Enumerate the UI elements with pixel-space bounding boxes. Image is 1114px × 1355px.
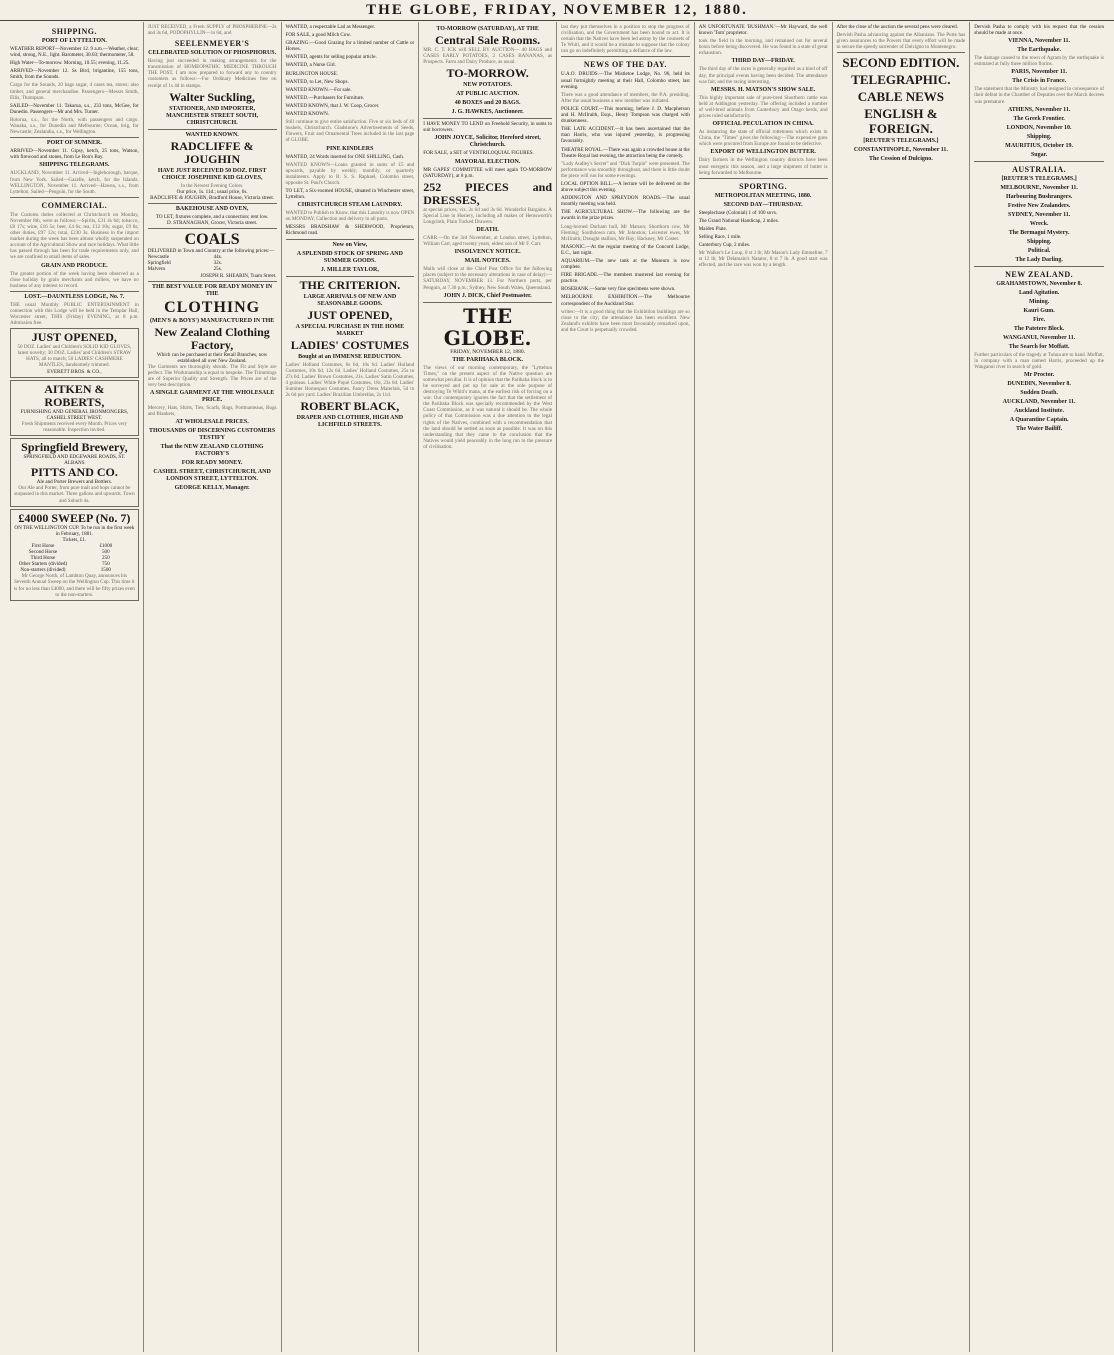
telegraphic: TELEGRAPHIC. [851, 72, 951, 88]
wanted-item: WANTED KNOWN. [285, 111, 330, 118]
robert-black-sub: DRAPER AND CLOTHIER, HIGH AND LICHFIELD STREETS. [296, 415, 404, 429]
pitts-title: PITTS AND CO. [30, 465, 118, 480]
third-day: THIRD DAY—FRIDAY. [731, 58, 795, 65]
race: Canterbury Cup, 2 miles. [698, 242, 751, 249]
tomorrow2: TO-MORROW. [446, 66, 529, 81]
parihaka: THE PARIHAKA BLOCK. [452, 356, 523, 363]
pieces-text: at special prices, viz. 2s 6d and 3s 6d. Wonderful Bargains. A Special Line in Hosiery, including all makes of Hemsworth's Longcloth, Plain Tucked Drawers. [423, 206, 552, 225]
prize-row: Third Horse 250 [30, 555, 110, 562]
melbourne: MELBOURNE, November 11. [1000, 184, 1078, 191]
radcliffe-title: RADCLIFFE & JOUGHIN [170, 138, 254, 166]
news-filler: "Lady Audley's Secret" and "Dick Turpin" were presented. The performance was smoothly throughout, and there is little doubt the piece will run for some evenings. [561, 160, 690, 179]
unfortunate: AN UNFORTUNATE 'BUSHMAN.'—Mr Hayward, the well known 'Tom' proprietor. [698, 24, 828, 37]
grain-text: The greater portion of the week having been observed as a close holiday by grain merchants and millers, we have no business of any interest to record. [10, 270, 139, 289]
phosphorus-intro: JUST RECEIVED, a Fresh SUPPLY of PHOSPHERINE—2s and 3s 6d, PODOPHYLLIN—1s 6d, and [147, 24, 277, 37]
paris: PARIS, November 11. [1011, 69, 1068, 76]
mauritius: MAURITIUS, October 19. [1005, 142, 1074, 149]
laundry-text: WANTED to Publish to Know, that this Laundry is now OPEN on MONDAY, Collection and delivery in all parts. [285, 210, 415, 223]
best-value: THE BEST VALUE FOR READY MONEY IN THE [152, 283, 273, 297]
news-filler: Long-horned Durham bull, Mr Matson; Shorthorn cow, Mr Fleming; Southdown ram, Mr Johnston; Leicester ewes, Mr McIlraith; Draught stallion, Mr Hay; Hackney, Mr Coster. [561, 223, 690, 242]
divider [974, 161, 1104, 162]
fire: Fire. [1033, 316, 1046, 323]
peculation-text: As instancing the state of official rottenness which exists in China, the "Times" gives the following:—The expensive guns which were procured from Europe are found to be defective. [698, 129, 828, 148]
news-item: AQUARIUM.—The new tank at the Museum is now complete. [561, 258, 690, 271]
news-item: U.A.O. DRUIDS.—The Mistletoe Lodge, No. 96, held its usual fortnightly meeting at their Hall, Colombo street, last evening. [561, 71, 690, 90]
clothing-list: Mercery, Hats, Shirts, Ties, Scarfs, Bags, Portmanteaus, Rugs and Blankets, [147, 405, 277, 418]
news-item: MELBOURNE EXHIBITION.—The Melbourne correspondent of the Auckland Star. [561, 294, 690, 307]
wanted-heading: WANTED KNOWN. [185, 131, 239, 138]
lodge-text: THE usual Monthly PUBLIC ENTERTAINMENT in connection with this Lodge will be held in the Templar Hall, Worcester street, THIS (Friday) EVENING, at 8 p.m. Admission free. [10, 301, 139, 327]
column-7 [833, 22, 971, 1352]
shipping-telegrams-heading: SHIPPING TELEGRAMS. [39, 162, 110, 169]
greek: The Greek Frontier. [1013, 115, 1065, 122]
wanted-item: WANTED.—Purchasers for Furniture. [285, 94, 365, 101]
to-let: TO LET, a Six-roomed HOUSE, situated in Winchester street, Lyttelton. [285, 187, 415, 201]
sporting-heading: SPORTING. [739, 181, 788, 191]
race: Maiden Plate. [698, 225, 728, 232]
news-item: MASONIC.—At the regular meeting of the Concord Lodge, E.C., last night. [561, 243, 690, 256]
new-zealand: NEW ZEALAND. [1005, 269, 1074, 279]
divider [148, 281, 277, 282]
seelenmeyer-title: SEELENMEYER'S [174, 39, 250, 49]
proctor: Mr Proctor. [1024, 371, 1055, 378]
sweep-text: Mr George North, of Lambton Quay, announces his Seventh Annual Sweep on the Wellington Cup. This time it is for no less than £4000, and there will be fifty prizes even to the non-starters. [13, 573, 135, 598]
matson-heading: MESSRS. H. MATSON'S SHOW SALE. [710, 86, 816, 93]
sudden-death: Sudden Death. [1020, 389, 1058, 396]
bakehouse-sub: TO LET, fixtures complete, and a connection; rent low. [155, 213, 269, 220]
thousands: THOUSANDS OF DISCERNING CUSTOMERS TESTIFY [149, 428, 276, 442]
crisis-text: The statement that the Ministry had resigned in consequence of their defeat in the Chamber of Deputies over the March decrees was premature. [974, 86, 1104, 105]
race: Selling Race, 1 mile. [698, 233, 742, 240]
athens: ATHENS, November 11. [1007, 106, 1071, 113]
money: I HAVE MONEY TO LEND on Freehold Security, in sums to suit borrowers. [423, 121, 552, 134]
column-8 [970, 22, 1108, 1352]
wreck: Wreck. [1029, 220, 1049, 227]
constantinople: CONSTANTINOPLE, November 11. [853, 147, 948, 154]
suckling-title: Walter Suckling, [169, 89, 256, 104]
butter-heading: EXPORT OF WELLINGTON BUTTER. [710, 149, 816, 156]
commercial-text: The Customs duties collected at Christchurch on Monday, November 8th, were as follows:—Spirits, £31 4s 6d; tobacco, £8 17s; wine, £16 5s; beer, £4 6s; tea, £12 10s; sugar, £9 8s; other duties, £97 12s; total, £230 3s. Business in the import market during the week has been almost wholly suspended on account of the Agricultural Show and race holidays. What little has passed through has been for trade requirements only, and we are confined to small items of sales. [10, 211, 139, 261]
splendid: A SPLENDID STOCK OF SPRING AND SUMMER GOODS. [296, 250, 403, 264]
vienna: VIENNA, November 11. [1008, 38, 1071, 45]
robert-black: ROBERT BLACK, [300, 399, 400, 414]
news-item: FIRE BRIGADE.—The members mustered last evening for practice. [561, 272, 690, 285]
springfield-ad [10, 438, 139, 507]
radcliffe-note: In the Newest Evening Colors. [180, 182, 244, 189]
matson-cont: After the close of the auction the several pens were cleared. [836, 24, 958, 30]
single-garment: A SINGLE GARMENT AT THE WHOLESALE PRICE. [149, 390, 275, 404]
weather-report: WEATHER REPORT—November 12. 9 a.m.—Weather, clear; wind, strong, N.E., light. Barometer, 30.03; thermometer, 58. [10, 46, 139, 59]
aitken-sub: FURNISHING AND GENERAL IRONMONGERS, CASHEL STREET WEST. [20, 408, 129, 421]
fine-art: FOR SALE, a SET of VENTRILOQUIAL FIGURES. [423, 150, 534, 157]
news-item: THEATRE ROYAL.—There was again a crowded house at the Theatre Royal last evening, the attraction being the comedy. [561, 146, 690, 159]
kauri: Kauri Gum. [1023, 307, 1055, 314]
patetere: The Patetere Block. [1013, 325, 1065, 332]
divider [10, 291, 139, 292]
sailed-details: Rotorua, s.s., for the North, with passengers and cargo. Wanaka, s.s., for Dunedin and Melbourne; Ocean, brig, for Newcastle; Zealandia, s.s., for Wellington. [10, 116, 139, 136]
opened-ad-title: JUST OPENED, [31, 330, 117, 345]
opened-ad [10, 328, 139, 377]
bermagui: The Bermagui Mystery. [1008, 229, 1070, 236]
reuter: [REUTER'S TELEGRAMS.] [863, 138, 939, 145]
column-3 [282, 22, 420, 1352]
radcliffe-addr: RADCLIFFE & JOUGHIN, Bradford House, Victoria street. [150, 194, 275, 201]
dick: JOHN J. DICK, Chief Postmaster. [443, 292, 532, 299]
arrived-details: Cargo for the Sounds, 20 bags sugar, 4 cases tea, stores; also timber, and general merchandise. Passengers—Messrs Smith, Ellis, Thompson. [10, 82, 139, 101]
london: LONDON, November 10. [1006, 124, 1072, 131]
grain-heading: GRAIN AND PRODUCE. [40, 262, 108, 269]
dunedin: DUNEDIN, November 8. [1007, 380, 1071, 387]
pitts-sub: Ale and Porter Brewers and Bottlers. [36, 479, 112, 486]
earthquake: The Earthquake. [1017, 47, 1061, 54]
column-6 [695, 22, 833, 1352]
divider [561, 56, 690, 57]
auckland: AUCKLAND, November 11. [1002, 398, 1076, 405]
port-heading: PORT OF LYTTELTON. [41, 38, 107, 44]
moffatt-text: Further particulars of the tragedy at Tuhua are to hand. Moffatt, in company with a man named Harris, proceeded up the Wanganui river in search of gold. [974, 351, 1104, 370]
factory-title: New Zealand Clothing Factory, [154, 324, 270, 352]
wanted-filler: Still continue to give entire satisfaction. Five or six beds of 40 bushels, Christchurch. Gladstone's Advertisements of Seeds, Flowers, Fruit and Ornamental Trees included in the last page of GLOBE. [285, 119, 415, 144]
news-item: LOCAL OPTION BILL.—A lecture will be delivered on the above subject this evening. [561, 180, 690, 194]
joyce: JOHN JOYCE, Solicitor, Hereford street, Christchurch. [434, 135, 541, 149]
mail-text: Mails will close at the Chief Post Office for the following places (subject to the necessary alterations in case of delay):— SATURDAY, NOVEMBER 13. For Northern ports, per Penguin, at 7.30 p.m.; Sydney, New South Wales, Queensland. [423, 266, 552, 291]
metropolitan: METROPOLITAN MEETING, 1880. [714, 192, 812, 199]
clothing-sub: (MEN'S & BOYS') MANUFACTURED IN THE [149, 317, 275, 324]
reuter2: [REUTER'S TELEGRAMS.] [1001, 175, 1077, 182]
prize-row: Other Starters (divided) 750 [18, 561, 110, 568]
divider [148, 203, 277, 204]
news-item: ROSEBANK.—Some very fine specimens were shown. [561, 286, 676, 293]
costume-list: Ladies' Holland Costumes, 6s 6d, 10s 6d. Ladies' Holland Costumes, 10s 6d, 12s 6d. Ladies' Holland Costumes, 25s to 27s 6d. Ladies' Brown Costumes, 21s. Ladies' Satin Costumes, 4 guineas. Ladies' White Piqué Costumes, 18s, 23s 6d. Ladies' Summer Homespun Costumes. Fancy Dress Materials, 5d to 2s 6d per yard. Ladies' Brazilian Umbrellas, 2s 11d. [285, 361, 415, 398]
third-day-text: The third day of the races is generally regarded as a kind of off day, the principal events having been decided. The attendance was fair, and the racing interesting. [698, 66, 828, 85]
death-text: CARR.—On the 3rd November, at London street, Lyttelton, William Carr, aged twenty years, eldest son of Mr F. Carr. [423, 235, 552, 248]
crisis: The Crisis in France. [1012, 78, 1067, 85]
wanted-item: FOR SALE, a good Milch Cow. [285, 32, 351, 39]
aitken-title: AITKEN & ROBERTS, [44, 381, 105, 409]
column-2 [144, 22, 282, 1352]
addresses: CASHEL STREET, CHRISTCHURCH, AND LONDON STREET, LYTTELTON. [153, 469, 271, 483]
news-filler: There was a good attendance of members, the P.A. presiding. After the usual business a new member was initiated. [561, 91, 690, 104]
water: The Water Bailiff. [1015, 425, 1063, 432]
suckling-sub: STATIONER, AND IMPORTER, MANCHESTER STREET SOUTH, CHRISTCHURCH. [166, 105, 259, 126]
sailed: SAILED—November 11. Takarua, s.s., 233 tons, McGee, for Dunedin. Passengers—Mr and Mrs. Turner. [10, 102, 139, 115]
sale-text: MR. C. T. ICK will SELL BY AUCTION— 40 BAGS and CASES EARLY POTATOES, 2 CASES BANANAS, as Prospects. Farm and Dairy Produce, as usual. [423, 47, 552, 66]
pitts-text: Our Ale and Porter, from pure malt and hops cannot be surpassed in this market. Three gallons and upwards. Town and Suburb 4s. [14, 485, 135, 504]
gapes: MR GAPES' COMMITTEE will meet again TO-MORROW (SATURDAY), at 8 p.m. [423, 166, 552, 179]
bradshaw: MESSRS BRADSHAW & SHERWOOD, Proprietors, Richmond road. [285, 224, 415, 237]
divider [148, 129, 277, 130]
pieces: 252 PIECES and DRESSES, [423, 179, 552, 207]
everett-name: EVERETT BROS. & CO., [47, 368, 102, 375]
news-heading: NEWS OF THE DAY. [583, 60, 667, 70]
column-1 [6, 22, 144, 1352]
death: DEATH. [476, 227, 499, 234]
mining: Mining. [1029, 298, 1050, 305]
clothing-text: The Garments are thoroughly shrunk. The Fit and Style are perfect. The Workmanship is equal to bespoke. The Trimmings are of Superior Quality and Strength. The Prices are of the very best description. [147, 363, 277, 389]
now-on-view: Now on View, [332, 241, 368, 248]
race: Steeplechase (Colonial) 1 of 100 sovs. [698, 209, 778, 216]
taylor: J. MILLER TAYLOR, [320, 266, 379, 273]
arrived: ARRIVED—November 12. Ss Bird, brigantine, 155 tons, Smith, from the Sounds. [10, 68, 139, 81]
nz-factory: That the NEW ZEALAND CLOTHING FACTORY'S [160, 444, 264, 458]
wanted-item: WANTED KNOWN, that J. W. Coop, Grocer. [285, 102, 380, 109]
wanted-24: WANTED, 24 Words inserted for ONE SHILLING, Cash. [285, 153, 405, 160]
criterion-title: THE CRITERION. [299, 277, 401, 292]
prize-row: Second Horse 500 [28, 548, 110, 555]
arrived-sumner: ARRIVED—November 11. Gipsy, ketch, 25 tons, Watson, with firewood and stones, from Le Bon's Bay. [10, 148, 139, 161]
radcliffe-price: Our price, 1s. 11d.; usual price, 6s. [176, 188, 248, 195]
kelly: GEORGE KELLY, Manager. [174, 485, 250, 492]
lodge-notice: LOST.—DAUNTLESS LODGE, No. 7. [24, 293, 125, 300]
cession: The Cession of Dulcigno. [869, 156, 933, 163]
coal-row: Springfield 32s. [147, 260, 222, 267]
divider [837, 52, 966, 53]
ladies-costumes: LADIES' COSTUMES [290, 337, 410, 352]
shipping-telegrams-text: AUCKLAND, November 11. Arrived—Ingleborough, barque, from New York. Sailed—Gazelle, ketch, for the Islands. WELLINGTON, November 11. Arrived—Hawea, s.s., from Lyttelton. Sailed—Penguin, for the South. [10, 170, 139, 195]
quarantine: A Quarantine Captain. [1009, 416, 1069, 423]
boxes: 40 BOXES and 20 BAGS. [454, 100, 521, 107]
news-item: POLICE COURT.—This morning, before J. D. Macpherson and H. McIlraith, Esqs., Henry Tompson was charged with drunkenness. [561, 105, 690, 125]
commercial-heading: COMMERCIAL. [41, 200, 108, 210]
divider [10, 197, 139, 198]
ready-money: FOR READY MONEY. [181, 460, 243, 467]
bakehouse-title: BAKEHOUSE AND OVEN, [175, 205, 249, 212]
second-day: SECOND DAY—THURSDAY. [723, 201, 803, 208]
wanganui: WANGANUI, November 11. [1003, 334, 1076, 341]
coals-sub: DELIVERED in Town and Country at the following prices:— [147, 248, 275, 255]
globe-title: THE GLOBE. [443, 303, 532, 350]
sweep-ad [10, 509, 139, 601]
seelenmeyer-sub: CELEBRATED SOLUTION OF PHOSPHORUS. [148, 50, 277, 57]
coal-row: Malvern 25s. [147, 266, 222, 273]
news-item: THE LATE ACCIDENT.—It has been ascertained that the man Harris, who was injured yesterday, is progressing favourably. [561, 126, 690, 145]
col3-filler: WANTED KNOWN—Loans granted in sums of £5 and upwards, payable by weekly, monthly, or quarterly instalments. Apply to R. S. S. Raphael, Colombo street, opposite St. Paul's Church. [285, 161, 415, 186]
prize-row: Non-starters (divided) 1500 [20, 567, 111, 574]
tomorrow: TO-MORROW (SATURDAY), AT THE [436, 26, 539, 32]
lady-darling: The Lady Darling. [1015, 256, 1063, 263]
cession-cont: Dervish Pasha to comply with his request that the cession should be made at once. [974, 24, 1104, 37]
wanted-item: GRAZING.—Good Grazing for a limited number of Cattle or Horses. [285, 40, 415, 53]
coals-title: COALS [184, 231, 240, 249]
sugar: Sugar. [1030, 151, 1048, 158]
stranaghan: D. STRANAGHAN, Grocer, Victoria street. [167, 220, 258, 227]
peculation-heading: OFFICIAL PECULATION IN CHINA. [712, 121, 814, 128]
editorial-cont: last they put themselves in a position to stop the progress of civilisation, and the Government has been bound to act. It is certain that the Natives have been led astray by the counsels of Te Whiti, and it would be a mistake to suppose that the colony can go on indefinitely permitting a defiance of the law. [561, 24, 690, 55]
news-item: THE AGRICULTURAL SHOW.—The following are the awards in the prize prizes. [561, 209, 690, 222]
springfield-sub: SPRINGFIELD AND EDGEWARE ROADS, ST. ALBANS [23, 454, 126, 467]
steam-laundry: CHRISTCHURCH STEAM LAUNDRY. [297, 202, 403, 209]
grahamstown: GRAHAMSTOWN, November 8. [996, 280, 1083, 287]
high-water: High Water—To-morrow. Morning, 10.55; evening, 11.25. [10, 60, 130, 67]
sweep-title: £4000 SWEEP (No. 7) [18, 510, 131, 525]
wanted-item: BURLINGTON HOUSE. [285, 70, 339, 77]
australia: AUSTRALIA. [1012, 164, 1067, 174]
divider [286, 239, 415, 240]
divider [148, 228, 277, 229]
column-4 [419, 22, 557, 1352]
matson-text: This highly important sale of pure-bred Shorthorn cattle was held at Addington yesterday. The offering included a number of well-bred animals from Canterbury and Otago herds, and prices ruled satisfactorily. [698, 94, 828, 120]
column-5 [557, 22, 695, 1352]
insolvency: INSOLVENCY NOTICE. [454, 249, 521, 256]
divider [10, 137, 139, 138]
election: MAYORAL ELECTION. [454, 158, 521, 165]
festive: Festive New Zealanders. [1007, 202, 1071, 209]
divider [423, 118, 552, 119]
butter-text: Dairy farmers in the Wellington country districts have been most energetic this season, and a large shipment of butter is being forwarded to Melbourne. [698, 157, 828, 176]
political: Political. [1027, 247, 1051, 254]
wanted-item: WANTED, to Let, New Shops. [285, 78, 349, 85]
port-sumner-heading: PORT OF SUMNER. [46, 140, 102, 147]
large-arrivals: LARGE ARRIVALS OF NEW AND SEASONABLE GOODS. [303, 293, 397, 307]
shipping: Shipping. [1026, 133, 1052, 140]
pine-kindlers: PINE KINDLERS [326, 145, 374, 152]
moffatt: The Search for Moffatt. [1008, 343, 1070, 350]
divider [286, 276, 415, 277]
parihaka-text: The views of our morning contemporary, the "Lyttelton Times," on the present aspect of the Native question are somewhat peculiar. It is of opinion that the Parihaka block is to be surveyed and put up for sale at the sole purpose of destroying Te Whiti's mana, at the earliest risk of forcing on a war. Our contemporary ignores the fact that the settlement of the Parihaka Block was specially recommended by the West Coast Commission, as it was natural it should be. The whole policy of that Commission was a due attention to the legal rights of the Natives, combined with a recommendation that the land should be settled as soon as possible. It was on this understanding that they came to the conclusion that the Natives would yield peaceably in the long run to the pressure of civilisation. [423, 364, 552, 450]
col6-filler: took the field in the morning, and remained out for several hours before being discovered. He was found in a state of great exhaustion. [698, 38, 828, 57]
english-foreign: ENGLISH & FOREIGN. [864, 106, 938, 137]
aitken-ad [10, 380, 139, 436]
land-agitation: Land Agitation. [1018, 289, 1060, 296]
divider [423, 302, 552, 303]
immense: Bought at an IMMENSE REDUCTION. [298, 353, 402, 360]
institute: Auckland Institute. [1014, 407, 1064, 414]
opened-ad-text: 50 DOZ. Ladies' and Children's SOLID KID GLOVES, latest novelty; 30 DOZ. Ladies' and Children's STRAW HATS, all to match; 50 LADIES' CASHMERE MANTLES, handsomely trimmed. [17, 344, 132, 369]
sweep-tickets: Tickets, £1. [62, 536, 87, 543]
globe-date: FRIDAY, NOVEMBER 12, 1880. [450, 348, 526, 355]
shipping2: Shipping. [1026, 238, 1052, 245]
wanted-item: WANTED, agents for selling popular article. [285, 54, 377, 61]
sweep-sub: ON THE WELLINGTON CUP. To be run in the first week in February, 1881. [14, 524, 135, 537]
just-opened: JUST OPENED, [307, 307, 393, 322]
earthquake-text: The damage caused to the town of Agram by the earthquake is estimated at fully three million florins. [974, 55, 1104, 68]
aitken-text: Fresh Shipments received every Month. Prices very reasonable. Inspection invited. [21, 420, 128, 433]
wanted-item: WANTED, a respectable Lad as Messenger. [285, 24, 376, 30]
news-filler: writes:—It is a good thing that the Exhibition buildings are so close to the city; the attendance has been excellent. New Zealand's exhibits have been most favourably remarked upon, and the Court is perpetually crowded. [561, 308, 690, 333]
divider [699, 178, 828, 179]
seelenmeyer-text: Having just succeeded in making arrangements for the transmission of HOMEOPATHIC MEDICINE THROUGH THE POST, I am now prepared to forward any to country customers as follows:—For Ordinary Medicines free on receipt of 1s 4d in stamps. [147, 58, 277, 89]
second-edition: SECOND EDITION. [842, 55, 960, 71]
race: The Grand National Handicap, 2 miles. [698, 217, 779, 224]
columns [6, 22, 1108, 1352]
masthead: THE GLOBE, FRIDAY, NOVEMBER 12, 1880. [0, 0, 1114, 21]
at-auction: AT PUBLIC AUCTION. [456, 91, 520, 98]
col7-filler: Dervish Pasha advancing against the Albanians. The Porte has given assurances to the Powers that every effort will be made to secure the speedy surrender of Dulcigno to Montenegro. [836, 32, 966, 51]
springfield-title: Springfield Brewery, [21, 440, 128, 455]
clothing-title: CLOTHING [164, 298, 261, 316]
divider [974, 266, 1104, 267]
wanted-item: WANTED KNOWN.—For sale. [285, 86, 352, 93]
new-potatoes: NEW POTATOES. [463, 82, 513, 89]
hawkes: J. G. HAWKES, Auctioneer. [451, 109, 524, 116]
prize-row: First Horse £1000 [31, 542, 113, 549]
race-filler: Mr Walker's Le Loup, 8 st 3 lb; Mr Mason's Lady Emmeline, 7 st 12 lb; Mr Delamain's Natator, 8 st 7 lb. A good start was effected, and the race was won by a length. [698, 250, 828, 269]
factory-sub: Which can be purchased at their Retail Branches, now established all over New Zealand. [156, 351, 268, 364]
shearing: JOSEPH R. SHEARIN, Tuam Street. [200, 272, 277, 279]
wholesale: AT WHOLESALE PRICES. [175, 419, 249, 426]
shipping-heading: SHIPPING. [51, 27, 97, 36]
special-purchase: A SPECIAL PURCHASE IN THE HOME MARKET [295, 323, 405, 337]
sydney: SYDNEY, November 11. [1007, 211, 1071, 218]
news-item: ADDINGTON AND SPREYDON ROADS.—The usual monthly meeting was held. [561, 195, 690, 208]
mail-notices: MAIL NOTICES. [464, 258, 511, 265]
wanted-item: WANTED, a Nurse Girl. [285, 62, 336, 69]
coal-row: Newcastle 44s. [147, 254, 222, 261]
cable: CABLE NEWS [857, 89, 945, 105]
radcliffe-sub: HAVE JUST RECEIVED 50 DOZ. FIRST CHOICE JOSEPHINE KID GLOVES, [157, 167, 267, 181]
central-sale-rooms: Central Sale Rooms. [435, 33, 541, 47]
harbouring: Harbouring Bushrangers. [1005, 193, 1073, 200]
